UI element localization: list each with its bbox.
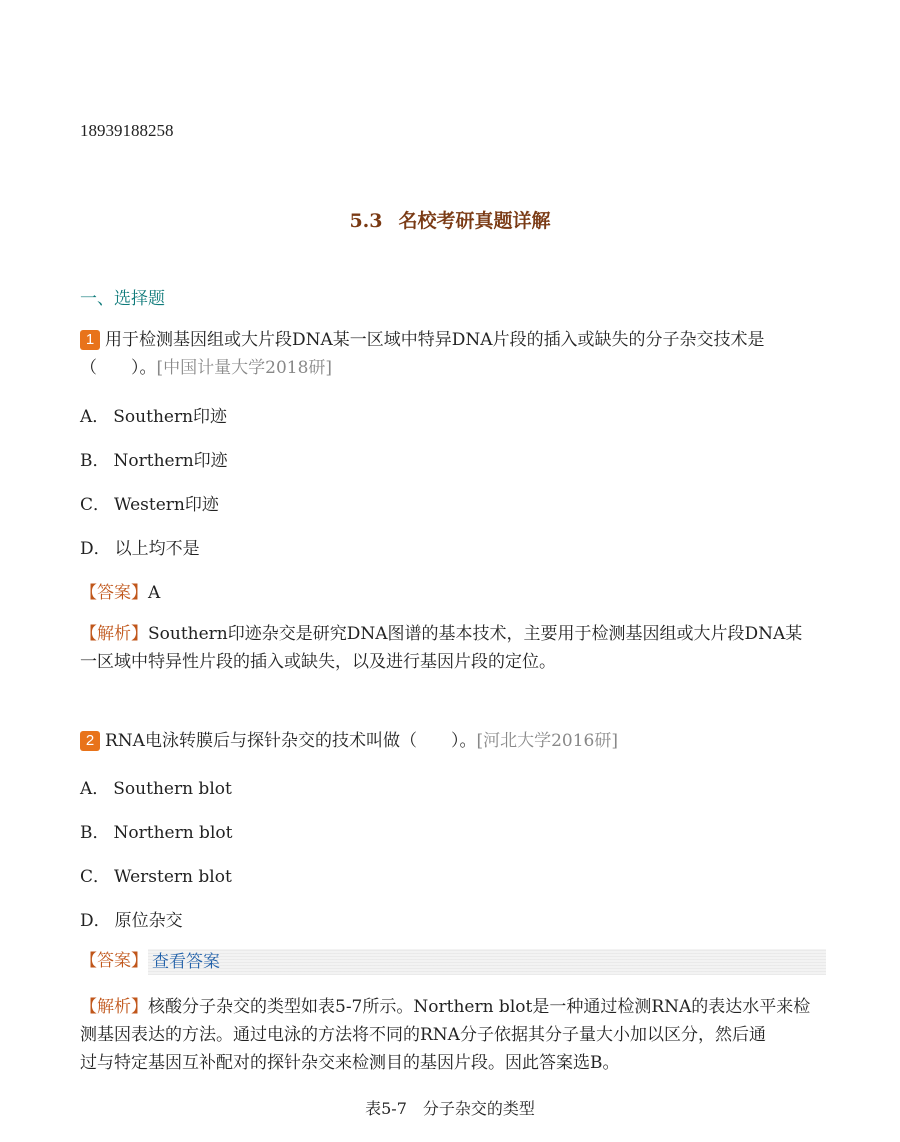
answer-row [80, 946, 826, 975]
explanation-label: 【解析】 [80, 997, 148, 1017]
view-answer-link[interactable]: 查看答案 [152, 951, 220, 972]
answer-label: 【答案】 [80, 583, 148, 603]
section-number: 5.3 [349, 210, 383, 232]
explanation-label: 【解析】 [80, 624, 148, 644]
part-title: 一、选择题 [80, 289, 165, 309]
option-c: C． Western印迹 [80, 495, 219, 515]
explanation: 【解析】核酸分子杂交的类型如表5-7所示。Northern blot是一种通过检测RNA的表达水平来检 测基因表达的方法。通过电泳的方法将不同的RNA分子依据其分子量大小加以区分，然后通 过与特定基因互补配对的探针杂交来检测目的基因片段。因此答案选B。 [80, 997, 811, 1073]
section-title-text: 名校考研真题详解 [398, 210, 551, 232]
option-d: D． 以上均不是 [80, 539, 200, 559]
option-a: A． Southern印迹 [80, 407, 228, 427]
question-text: 用于检测基因组或大片段DNA某一区域中特异DNA片段的插入或缺失的分子杂交技术是 [105, 330, 765, 350]
section-title [0, 206, 900, 233]
question-source: [河北大学2016研] [476, 731, 618, 751]
question-number-badge: 1 [80, 330, 100, 350]
option-a: A． Southern blot [80, 779, 232, 799]
question-text: RNA电泳转膜后与探针杂交的技术叫做（ ）。 [105, 731, 477, 751]
table-caption: 表5-7 分子杂交的类型 [365, 1099, 535, 1118]
explanation: 【解析】Southern印迹杂交是研究DNA图谱的基本技术，主要用于检测基因组或大片段DNA某 一区域中特异性片段的插入或缺失，以及进行基因片段的定位。 [80, 624, 803, 672]
answer-row [80, 578, 160, 603]
answer-label: 【答案】 [80, 951, 148, 971]
phone-number: 18939188258 [80, 121, 174, 140]
option-d: D． 原位杂交 [80, 911, 183, 931]
option-b: B． Northern blot [80, 823, 233, 843]
answer-value: A [148, 583, 161, 603]
option-b: B． Northern印迹 [80, 451, 228, 471]
option-c: C． Werstern blot [80, 867, 232, 887]
question-1 [80, 326, 825, 382]
question-source: [中国计量大学2018研] [156, 358, 333, 378]
answer-reveal-box[interactable] [148, 949, 826, 975]
question-2 [80, 727, 825, 755]
question-blank: （ ）。 [80, 358, 157, 378]
question-number-badge: 2 [80, 731, 100, 751]
